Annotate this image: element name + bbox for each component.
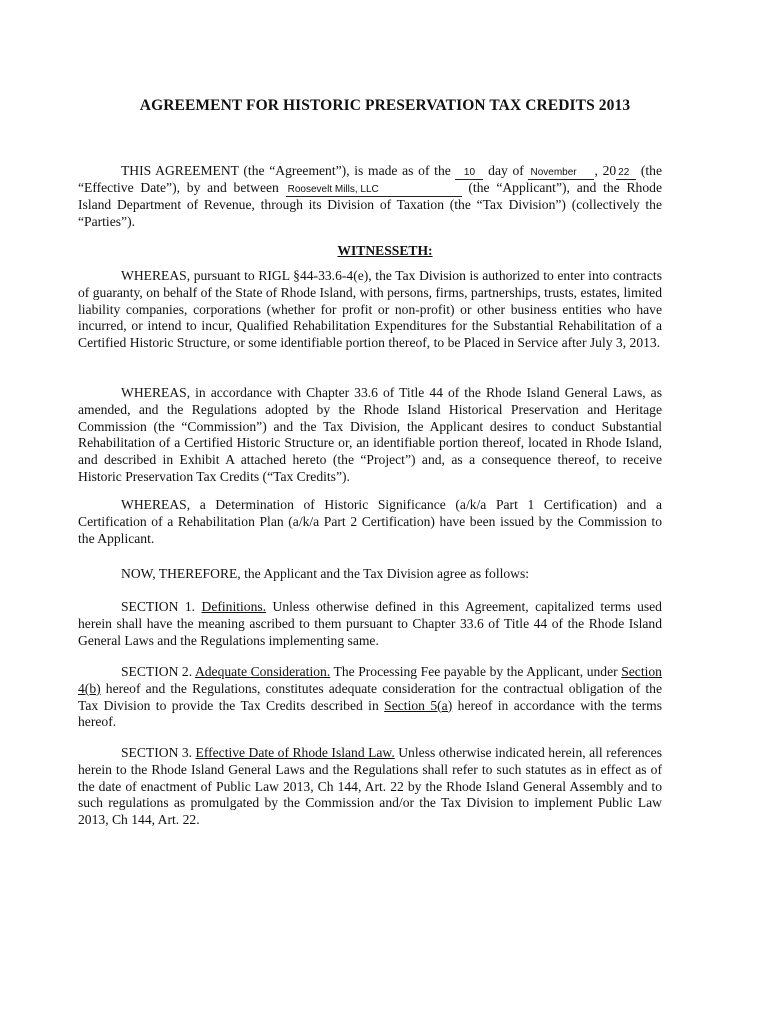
day-field[interactable]: 10	[455, 167, 483, 180]
intro-text-1: THIS AGREEMENT (the “Agreement”), is made as of the	[121, 163, 451, 178]
document-title: AGREEMENT FOR HISTORIC PRESERVATION TAX CREDITS 2013	[139, 97, 631, 114]
section-3-text: Unless otherwise indicated herein, all references herein to the Rhode Island General Laws and the Regulations shall refer to such statutes as in effect as of the date of enactment of Public Law 2013, Ch 144, Art. 22 by the Rhode Island General Assembly and to such regulations as promulgated by the Commission and/or the Tax Division to implement Public Law 2013, Ch 144, Art. 22.	[78, 745, 662, 828]
section-5a-reference: Section 5(a)	[384, 697, 453, 713]
section-1-heading: Definitions.	[201, 599, 267, 614]
now-therefore-paragraph	[78, 566, 662, 583]
section-1-text: Unless otherwise defined in this Agreement, capitalized terms used herein shall have the meaning ascribed to them pursuant to Chapter 33.6 of Title 44 of the Rhode Island General Laws and the Regulations implementing same.	[78, 599, 662, 648]
section-1-number: SECTION 1.	[121, 599, 196, 614]
whereas-paragraph-3	[78, 497, 662, 547]
intro-text-3: , 20	[594, 163, 617, 178]
whereas-3-text: WHEREAS, a Determination of Historic Significance (a/k/a Part 1 Certification) and a Certification of a Rehabilitation Plan (a/k/a Part 2 Certification) have been issued by the Commission to the Applicant.	[78, 497, 662, 546]
whereas-paragraph-2	[78, 385, 662, 486]
witnesseth-heading: WITNESSETH:	[337, 243, 433, 258]
intro-paragraph	[78, 163, 662, 231]
section-3-heading: Effective Date of Rhode Island Law.	[195, 745, 395, 760]
section-2-text-b: hereof and the Regulations, constitutes adequate consideration for the contractual obligation of the Tax Division to provide the Tax Credits described in	[78, 680, 662, 713]
intro-text-5: (the “Applicant”), and the Rhode Island Department of Revenue, through its Division of Taxation (the “Tax Division”) (collectively the “Parties”).	[78, 180, 662, 229]
intro-text-2: day of	[488, 163, 524, 178]
section-4b-reference: Section 4(b)	[78, 664, 662, 696]
section-2	[78, 664, 662, 731]
section-1	[78, 599, 662, 649]
section-2-number: SECTION 2.	[121, 664, 193, 679]
section-2-heading: Adequate Consideration.	[194, 664, 331, 679]
whereas-paragraph-1	[78, 268, 662, 352]
now-therefore-text: NOW, THEREFORE, the Applicant and the Tax Division agree as follows:	[121, 566, 530, 581]
section-2-text-a: The Processing Fee payable by the Applicant, under	[333, 664, 618, 679]
month-field[interactable]: November	[528, 167, 594, 180]
year-field[interactable]: 22	[616, 167, 636, 180]
section-3	[78, 745, 662, 829]
whereas-1-text: WHEREAS, pursuant to RIGL §44-33.6-4(e), the Tax Division is authorized to enter into contracts of guaranty, on behalf of the State of Rhode Island, with persons, firms, partnerships, trusts, estates, limited liability companies, corporations (whether for profit or non-profit) or other business entities who have incurred, or intend to incur, Qualified Rehabilitation Expenditures for the Substantial Rehabilitation of a Certified Historic Structure, or some identifiable portion thereof, to be Placed in Service after July 3, 2013.	[78, 268, 662, 351]
intro-text-4: (the “Effective Date”), by and between	[78, 163, 662, 195]
whereas-2-text: WHEREAS, in accordance with Chapter 33.6 of Title 44 of the Rhode Island General Laws, as amended, and the Regulations adopted by the Rhode Island Historical Preservation and Heritage Commission (the “Commission”) and the Tax Division, the Applicant desires to conduct Substantial Rehabilitation of a Certified Historic Structure or, an identifiable portion thereof, located in Rhode Island, and described in Exhibit A attached hereto (the “Project”) and, as a consequence thereof, to receive Historic Preservation Tax Credits (“Tax Credits”).	[78, 385, 662, 484]
section-3-number: SECTION 3.	[121, 745, 193, 760]
section-2-text-c: hereof in accordance with the terms hereof.	[78, 697, 663, 730]
applicant-name-field[interactable]: Roosevelt Mills, LLC	[286, 184, 462, 197]
